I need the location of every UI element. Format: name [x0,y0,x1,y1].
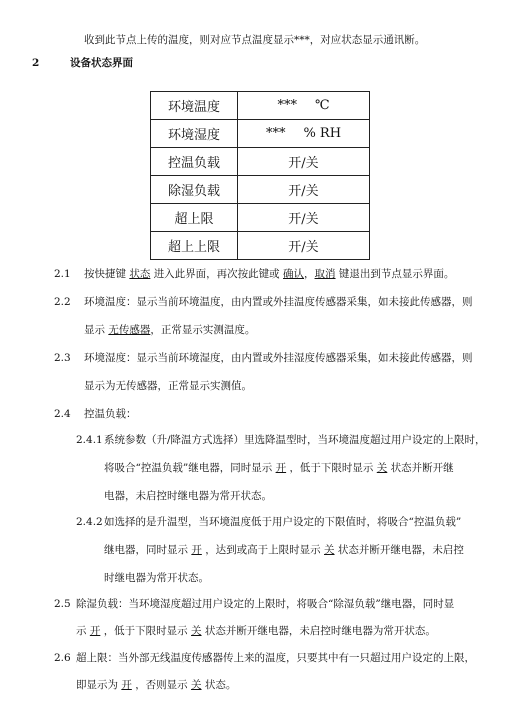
row-value: 开/关 [238,204,370,232]
p25-line2: 示 开 ，低于下限时显示 关 状态并断开继电器，未启控时继电器为常开状态。 [76,625,436,637]
row-label: 超上限 [151,204,238,232]
row-label: 除湿负载 [151,176,238,204]
p26-number: 2.6 [54,652,71,664]
p21-number: 2.1 [54,268,71,280]
on-text: 开 [121,679,132,691]
off-text: 关 [191,625,202,637]
row-label: 控温负载 [151,148,238,176]
row-label: 超上上限 [151,232,238,260]
table-row [151,232,370,260]
p242-number: 2.4.2 [76,516,103,528]
p21-line1: 按快捷键 状态 进入此界面，再次按此键或 确认，取消 键退出到节点显示界面。 [84,268,455,280]
p26-line1: 超上限：当外部无线温度传感器传上来的温度，只要其中有一只超过用户设定的上限， [76,652,475,664]
row-label: 环境湿度 [151,120,238,148]
p22-line1: 环境温度：显示当前环境温度，由内置或外挂温度传感器采集，如未接此传感器，则 [84,296,473,308]
table-row [151,92,370,120]
on-text: 开 [191,544,202,556]
key-confirm: 确认 [283,268,305,280]
key-cancel: 取消 [314,268,336,280]
p24-title: 控温负载： [84,408,137,420]
intro-line: 收到此节点上传的温度，则对应节点温度显示***，对应状态显示通讯断。 [84,34,426,46]
row-value: 开/关 [238,232,370,260]
p242-line3: 时继电器为常开状态。 [104,572,209,584]
off-text: 关 [324,544,335,556]
key-status: 状态 [129,268,151,280]
row-value: *** % RH [238,120,370,148]
on-text: 开 [275,462,287,474]
p242-line1: 如选择的是升温型，当环境温度低于用户设定的下限值时，将吸合“控温负载” [104,516,462,528]
section-number: 2 [32,57,40,69]
on-text: 开 [89,625,101,637]
p26-line2: 即显示为 开 ，否则显示 关 状态。 [76,679,237,691]
p25-number: 2.5 [54,598,71,610]
table-row [151,148,370,176]
off-text: 关 [376,462,388,474]
p241-line3: 电器，未启控时继电器为常开状态。 [104,490,272,502]
row-label: 环境温度 [151,92,238,120]
no-sensor-text: 无传感器 [108,324,151,336]
section-title: 设备状态界面 [70,57,133,69]
p25-line1: 除湿负载：当环境湿度超过用户设定的上限时，将吸合“除湿负载”继电器，同时显 [76,598,455,610]
row-value: 开/关 [238,148,370,176]
p241-number: 2.4.1 [76,434,103,446]
p23-line2: 显示为无传感器，正常显示实测值。 [84,380,252,392]
p22-number: 2.2 [54,296,71,308]
p242-line2: 继电器，同时显示 开 ，达到或高于上限时显示 关 状态并断开继电器，未启控 [104,544,464,556]
p241-line2: 将吸合“控温负载”继电器，同时显示 开 ，低于下限时显示 关 状态并断开继 [104,462,454,474]
off-text: 关 [191,679,202,691]
p24-number: 2.4 [54,408,71,420]
device-status-table [150,91,370,260]
p22-line2: 显示 无传感器，正常显示实测温度。 [84,324,256,336]
p23-number: 2.3 [54,352,71,364]
row-value: *** ℃ [238,92,370,120]
table-row [151,176,370,204]
row-value: 开/关 [238,176,370,204]
table-row [151,120,370,148]
p241-line1: 系统参数（升/降温方式选择）里选降温型时，当环境温度超过用户设定的上限时， [104,434,486,446]
p23-line1: 环境湿度：显示当前环境湿度，由内置或外挂湿度传感器采集，如未接此传感器，则 [84,352,473,364]
table-row [151,204,370,232]
